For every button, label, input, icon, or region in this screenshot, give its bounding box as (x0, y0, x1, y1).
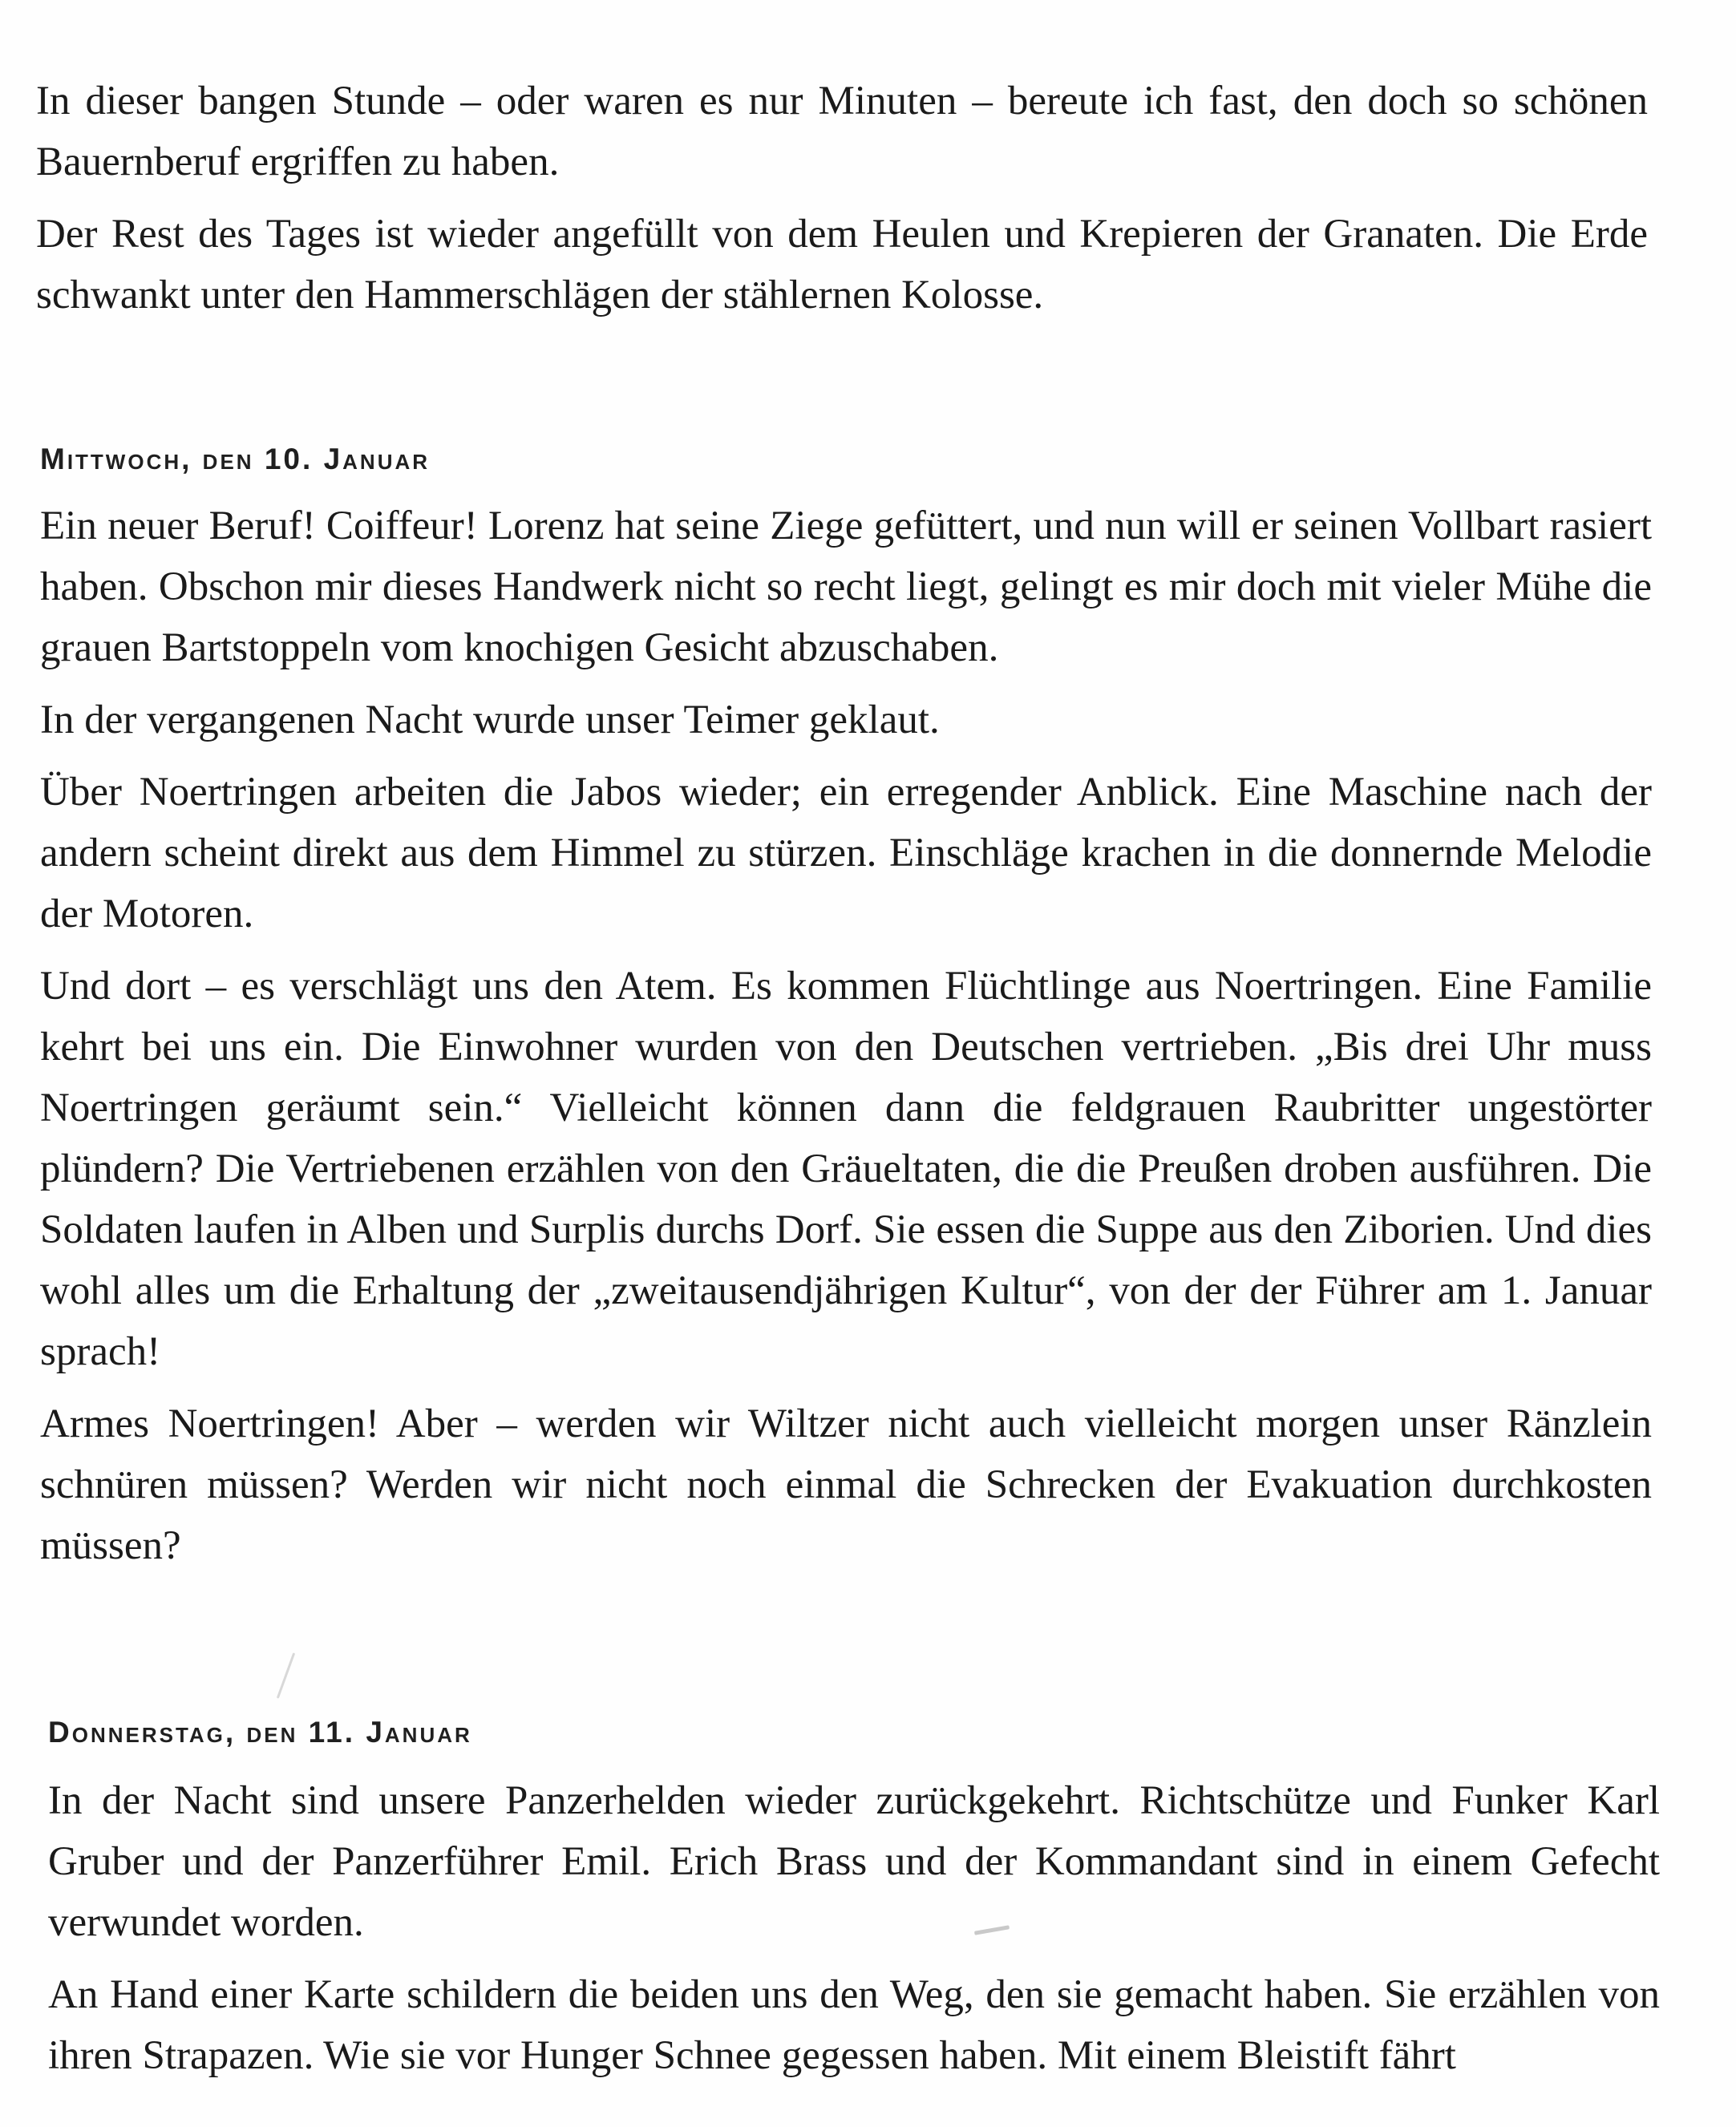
section-body-donnerstag (48, 1770, 1660, 2097)
paragraph: Ein neuer Beruf! Coiffeur! Lorenz hat seine Ziege gefüttert, und nun will er seinen Vollbart rasiert haben. Obschon mir dieses Handwerk nicht so recht liegt, gelingt es mir doch mit vieler Mühe die grauen Bartstoppeln vom knochigen Gesicht abzuschaben. (40, 503, 1652, 670)
section-heading-donnerstag: Donnerstag, den 11. Januar (48, 1716, 472, 1749)
paragraph: In dieser bangen Stunde – oder waren es nur Minuten – bereute ich fast, den doch so schönen Bauernberuf ergriffen zu haben. (36, 79, 1648, 184)
paragraph: In der Nacht sind unsere Panzerhelden wieder zurückgekehrt. Richtschütze und Funker Karl Gruber und der Panzerführer Emil. Erich Brass und der Kommandant sind in einem Gefecht verwundet worden. (48, 1778, 1660, 1945)
paragraph: An Hand einer Karte schildern die beiden uns den Weg, den sie gemacht haben. Sie erzählen von ihren Strapazen. Wie sie vor Hunger Schnee gegessen haben. Mit einem Bleistift fährt (48, 1972, 1660, 2078)
paragraph: Über Noertringen arbeiten die Jabos wieder; ein erregender Anblick. Eine Maschine nach der andern scheint direkt aus dem Himmel zu stürzen. Einschläge krachen in die donnernde Melodie der Motoren. (40, 770, 1652, 936)
top-text-block (36, 71, 1648, 337)
scan-smudge (277, 1652, 295, 1698)
paragraph: Armes Noertringen! Aber – werden wir Wiltzer nicht auch vielleicht morgen unser Ränzlein schnüren müssen? Werden wir nicht noch einmal die Schrecken der Evakuation durchkosten müssen? (40, 1401, 1652, 1568)
paragraph: Und dort – es verschlägt uns den Atem. Es kommen Flüchtlinge aus Noertringen. Eine Familie kehrt bei uns ein. Die Einwohner wurden von den Deutschen vertrieben. „Bis drei Uhr muss Noertringen geräumt sein.“ Vielleicht können dann die feldgrauen Raubritter ungestörter plündern? Die Vertriebenen erzählen von den Gräueltaten, die die Preußen droben ausführen. Die Soldaten laufen in Alben und Surplis durchs Dorf. Sie essen die Suppe aus den Ziborien. Und dies wohl alles um die Erhaltung der „zweitausendjährigen Kultur“, von der der Führer am 1. Januar sprach! (40, 964, 1652, 1374)
paragraph: Der Rest des Tages ist wieder angefüllt von dem Heulen und Krepieren der Granaten. Die Erde schwankt unter den Hammerschlägen der stählernen Kolosse. (36, 212, 1648, 317)
section-heading-mittwoch: Mittwoch, den 10. Januar (40, 443, 431, 475)
section-body-mittwoch (40, 495, 1652, 1587)
paragraph: In der vergangenen Nacht wurde unser Teimer geklaut. (40, 698, 940, 742)
